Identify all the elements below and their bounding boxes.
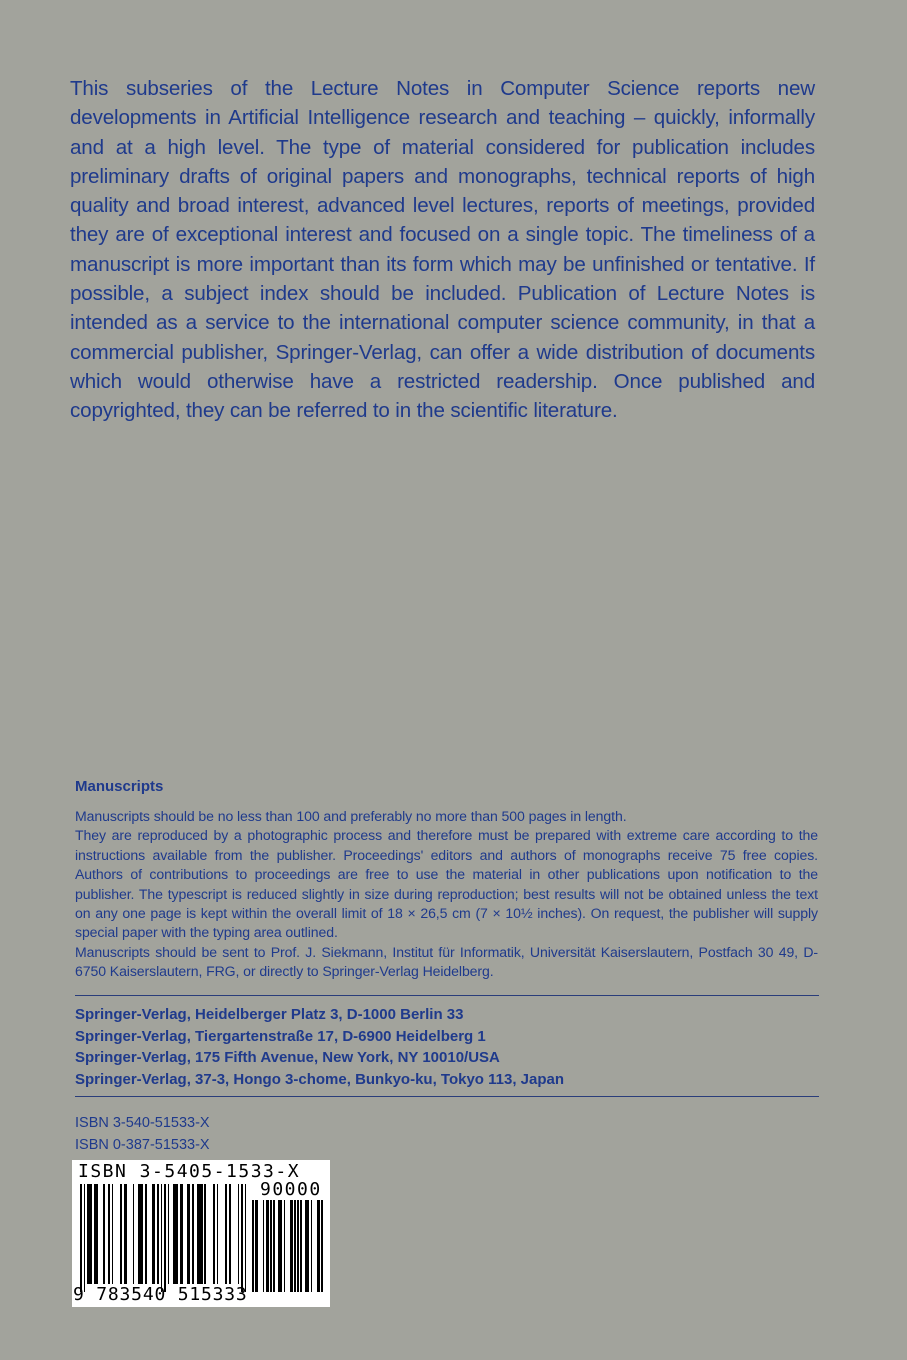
barcode-bar bbox=[229, 1184, 231, 1284]
barcode-bar bbox=[133, 1184, 135, 1284]
barcode-bar bbox=[161, 1184, 163, 1292]
barcode-addon-bar bbox=[321, 1200, 323, 1292]
barcode-bar bbox=[112, 1184, 114, 1284]
barcode-bar bbox=[217, 1184, 219, 1284]
address-line: Springer-Verlag, Heidelberger Platz 3, D-1000 Berlin 33 bbox=[75, 1006, 464, 1023]
barcode-bar bbox=[138, 1184, 143, 1284]
barcode-bar bbox=[152, 1184, 156, 1284]
barcode-bar bbox=[225, 1184, 227, 1284]
barcode-bar bbox=[204, 1184, 206, 1284]
barcode-bar bbox=[124, 1184, 128, 1284]
barcode-bar bbox=[192, 1184, 194, 1284]
barcode-bar bbox=[120, 1184, 122, 1284]
isbn-line: ISBN 3-540-51533-X bbox=[75, 1115, 210, 1131]
barcode-bar bbox=[164, 1184, 166, 1292]
barcode bbox=[72, 1160, 330, 1307]
barcode-addon-bar bbox=[266, 1200, 269, 1292]
barcode-addon-bar bbox=[252, 1200, 254, 1292]
address-line: Springer-Verlag, Tiergartenstraße 17, D-6900 Heidelberg 1 bbox=[75, 1027, 486, 1045]
barcode-bar bbox=[197, 1184, 202, 1284]
barcode-addon-bar bbox=[305, 1200, 310, 1292]
barcode-bar bbox=[245, 1184, 247, 1292]
barcode-price-code: 90000 bbox=[260, 1179, 322, 1200]
barcode-bar bbox=[180, 1184, 184, 1284]
isbn-line: ISBN 0-387-51533-X bbox=[75, 1136, 210, 1153]
barcode-bar bbox=[80, 1184, 82, 1292]
manuscripts-heading: Manuscripts bbox=[75, 778, 164, 795]
barcode-addon-bar bbox=[300, 1200, 302, 1292]
barcode-bar bbox=[108, 1184, 110, 1284]
barcode-bar bbox=[238, 1184, 240, 1284]
barcode-addon-bar bbox=[317, 1200, 320, 1292]
barcode-bar bbox=[145, 1184, 147, 1284]
barcode-ean-digits: 9 783540 515333 bbox=[73, 1284, 248, 1305]
address-line: Springer-Verlag, 175 Fifth Avenue, New York, NY 10010/USA bbox=[75, 1049, 500, 1066]
barcode-bar bbox=[241, 1184, 243, 1292]
address-line: Springer-Verlag, 37-3, Hongo 3-chome, Bunkyo-ku, Tokyo 113, Japan bbox=[75, 1070, 565, 1088]
barcode-bar bbox=[173, 1184, 178, 1284]
barcode-addon-bar bbox=[294, 1200, 296, 1292]
series-description: This subseries of the Lecture Notes in Computer Science reports new developments in Artificial Intelligence research and teaching – quickly, informally and at a high level. The type of material considered for publication includes preliminary drafts of original papers and monographs, technical reports of high quality and broad interest, advanced level lectures, reports of meetings, provided they are of exceptional interest and focused on a single topic. The timeliness of a manuscript is more important than its form which may be unfinished or tentative. If possible, a subject index should be included. Publication of Lecture Notes is intended as a service to the international computer science community, in that a commercial publisher, Springer-Verlag, can offer a wide distribution of documents which would otherwise have a restricted readership. Once published and copyrighted, they can be referred to in the scientific literature. bbox=[70, 77, 815, 423]
barcode-addon-bar bbox=[290, 1200, 293, 1292]
barcode-addon-bar bbox=[270, 1200, 272, 1292]
manuscripts-paragraph-length: Manuscripts should be no less than 100 and preferably no more than 500 pages in length. bbox=[75, 808, 627, 824]
barcode-bar bbox=[168, 1184, 170, 1284]
barcode-bar bbox=[187, 1184, 191, 1284]
barcode-addon-bar bbox=[284, 1200, 286, 1292]
barcode-addon-bar bbox=[297, 1200, 299, 1292]
barcode-bar bbox=[157, 1184, 159, 1284]
divider-bottom bbox=[75, 1096, 819, 1097]
barcode-bar bbox=[87, 1184, 92, 1284]
barcode-isbn-text: ISBN 3-5405-1533-X bbox=[78, 1161, 301, 1182]
barcode-addon-bar bbox=[273, 1200, 275, 1292]
publisher-addresses bbox=[75, 1004, 819, 1090]
barcode-addon-bar bbox=[263, 1200, 265, 1292]
barcode-bar bbox=[103, 1184, 105, 1284]
barcode-addon-bar bbox=[311, 1200, 313, 1292]
divider-top bbox=[75, 995, 819, 996]
barcode-bar bbox=[94, 1184, 98, 1284]
barcode-bar bbox=[213, 1184, 215, 1284]
manuscripts-paragraph-reproduction: They are reproduced by a photographic process and therefore must be prepared with extreme care according to the instructions available from the publisher. Proceedings' editors and authors of monographs receive 75 free copies. Authors of contributions to proceedings are free to use the material in other publications upon notification to the publisher. The typescript is reduced slightly in size during reproduction; best results will not be obtained unless the text on any one page is kept within the overall limit of 18 × 26,5 cm (7 × 10½ inches). On request, the publisher will supply special paper with the typing area outlined. bbox=[75, 827, 818, 941]
barcode-addon-bar bbox=[255, 1200, 258, 1292]
barcode-addon-bar bbox=[278, 1200, 283, 1292]
barcode-bar bbox=[84, 1184, 86, 1292]
manuscripts-body bbox=[75, 807, 818, 982]
manuscripts-paragraph-submission: Manuscripts should be sent to Prof. J. Siekmann, Institut für Informatik, Universität Kaiserslautern, Postfach 30 49, D-6750 Kaiserslautern, FRG, or directly to Springer-Verlag Heidelberg. bbox=[75, 943, 818, 980]
isbn-block bbox=[75, 1113, 210, 1156]
